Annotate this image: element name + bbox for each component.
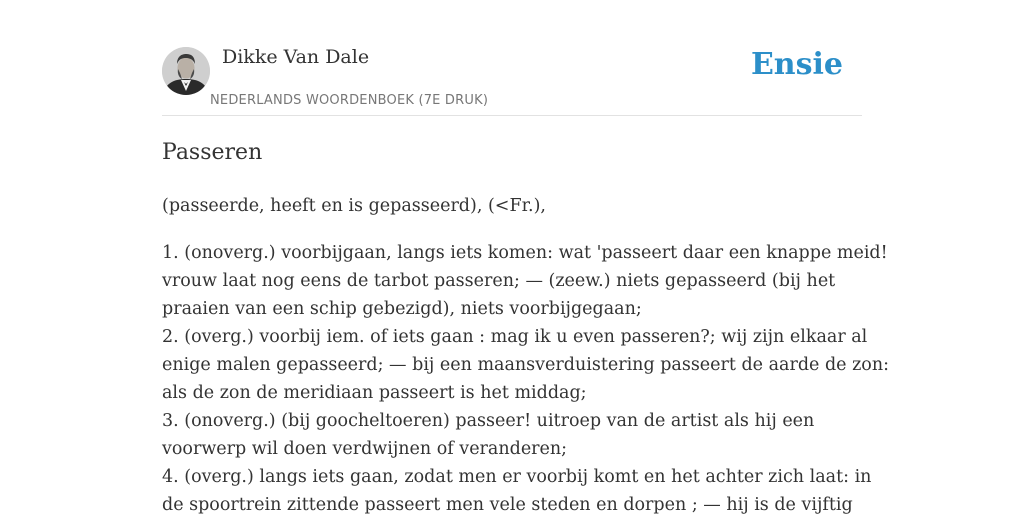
header (162, 0, 862, 116)
entry-title: Passeren (162, 140, 263, 165)
definition-line: enige malen gepasseerd; — bij een maansverduistering passeert de aarde de zon: (162, 355, 890, 375)
definition-line: de spoortrein zittende passeert men vele steden en dorpen ; — hij is de vijftig (162, 495, 853, 515)
ensie-logo[interactable]: Ensie (750, 47, 843, 82)
definition-line: 3. (onoverg.) (bij goocheltoeren) passeer! uitroep van de artist als hij een (162, 411, 815, 431)
source-label[interactable]: NEDERLANDS WOORDENBOEK (7E DRUK) (210, 93, 489, 108)
page-container (162, 0, 890, 515)
definition-line: als de zon de meridiaan passeert is het middag; (162, 383, 587, 403)
definition-line: 2. (overg.) voorbij iem. of iets gaan : mag ik u even passeren?; wij zijn elkaar al (162, 327, 868, 347)
definition-line: praaien van een schip gebezigd), niets voorbijgegaan; (162, 299, 642, 319)
author-avatar[interactable] (162, 47, 210, 95)
entry-grammar: (passeerde, heeft en is gepasseerd), (<Fr.), (162, 196, 546, 216)
portrait-icon (162, 47, 210, 95)
entry-definitions (162, 239, 890, 519)
definition-line: voorwerp wil doen verdwijnen of veranderen; (162, 439, 568, 459)
definition-line: vrouw laat nog eens de tarbot passeren; — (zeew.) niets gepasseerd (bij het (162, 271, 836, 291)
definition-line: 4. (overg.) langs iets gaan, zodat men er voorbij komt en het achter zich laat: in (162, 467, 872, 487)
author-name[interactable]: Dikke Van Dale (222, 46, 370, 68)
definition-line: 1. (onoverg.) voorbijgaan, langs iets komen: wat 'passeert daar een knappe meid! (162, 243, 888, 263)
